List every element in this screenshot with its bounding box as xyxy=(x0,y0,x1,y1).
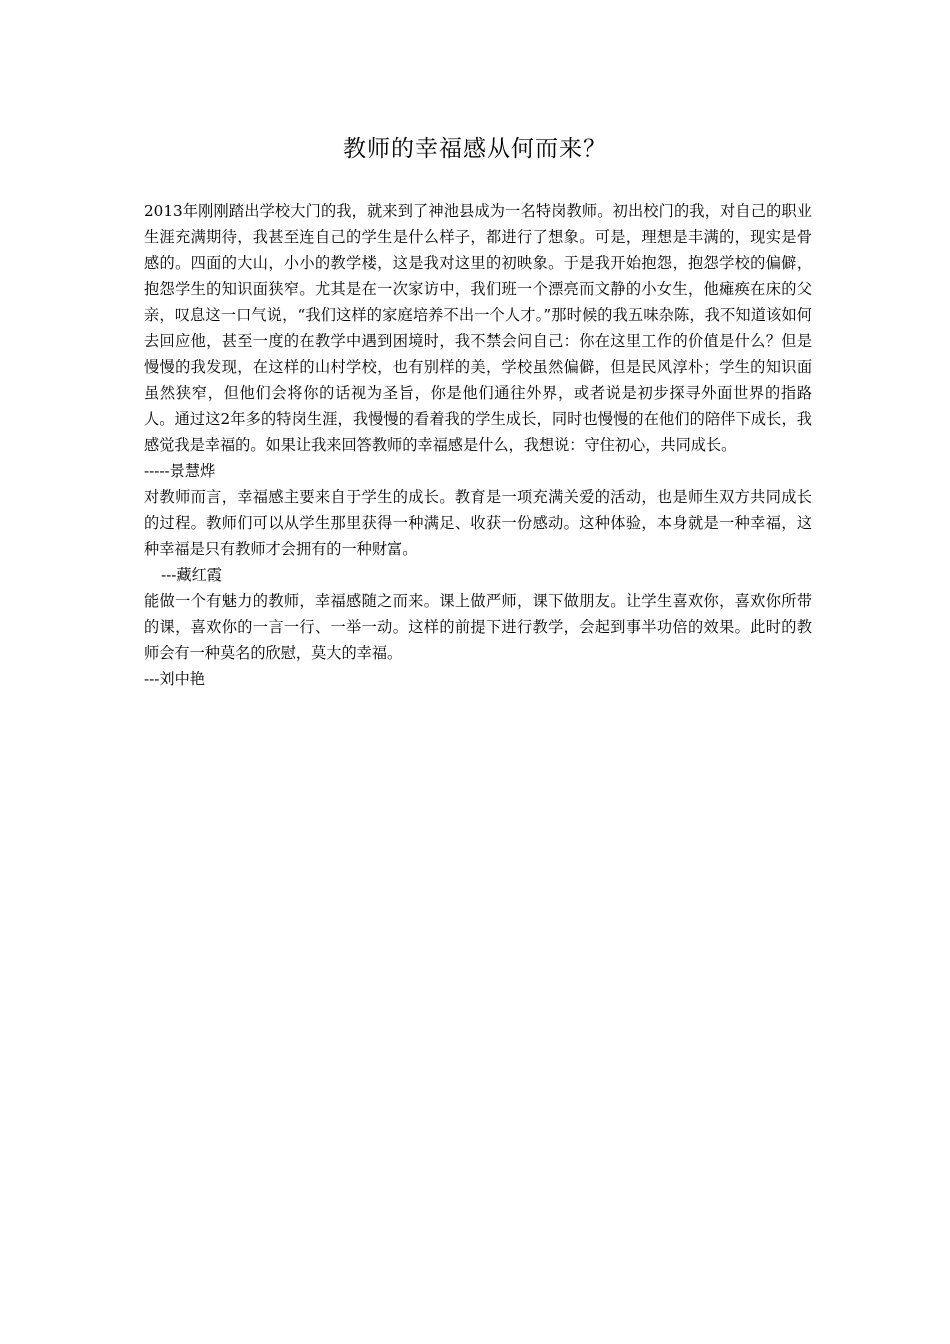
section-1-signature: -----景慧烨 xyxy=(144,462,216,480)
section-2-paragraph: 对教师而言，幸福感主要来自于学生的成长。教育是一项充满关爱的活动，也是师生双方共同成长的过程。教师们可以从学生那里获得一种满足、收获一份感动。这种体验，本身就是一种幸福，这种幸福是只有教师才会拥有的一种财富。 xyxy=(144,488,812,558)
page-title: 教师的幸福感从何而来？ xyxy=(343,136,607,162)
section-3-paragraph: 能做一个有魅力的教师，幸福感随之而来。课上做严师，课下做朋友。让学生喜欢你，喜欢你所带的课，喜欢你的一言一行、一举一动。这样的前提下进行教学，会起到事半功倍的效果。此时的教师会有一种莫名的欣慰，莫大的幸福。 xyxy=(144,592,812,662)
document-body xyxy=(144,198,812,692)
section-1-paragraph: 2013年刚刚踏出学校大门的我，就来到了神池县成为一名特岗教师。初出校门的我，对自己的职业生涯充满期待，我甚至连自己的学生是什么样子，都进行了想象。可是，理想是丰满的，现实是骨感的。四面的大山，小小的教学楼，这是我对这里的初映象。于是我开始抱怨，抱怨学校的偏僻，抱怨学生的知识面狭窄。尤其是在一次家访中，我们班一个漂亮而文静的小女生，他瘫痪在床的父亲，叹息这一口气说，“我们这样的家庭培养不出一个人才。”那时候的我五味杂陈，我不知道该如何去回应他，甚至一度的在教学中遇到困境时，我不禁会问自己：你在这里工作的价值是什么？但是慢慢的我发现，在这样的山村学校，也有别样的美，学校虽然偏僻，但是民风淳朴；学生的知识面虽然狭窄，但他们会将你的话视为圣旨，你是他们通往外界，或者说是初步探寻外面世界的指路人。通过这2年多的特岗生涯，我慢慢的看着我的学生成长，同时也慢慢的在他们的陪伴下成长，我感觉我是幸福的。如果让我来回答教师的幸福感是什么，我想说：守住初心，共同成长。 xyxy=(144,202,812,454)
section-2-signature: ---藏红霞 xyxy=(161,566,222,584)
section-3-signature: ---刘中艳 xyxy=(144,670,205,688)
